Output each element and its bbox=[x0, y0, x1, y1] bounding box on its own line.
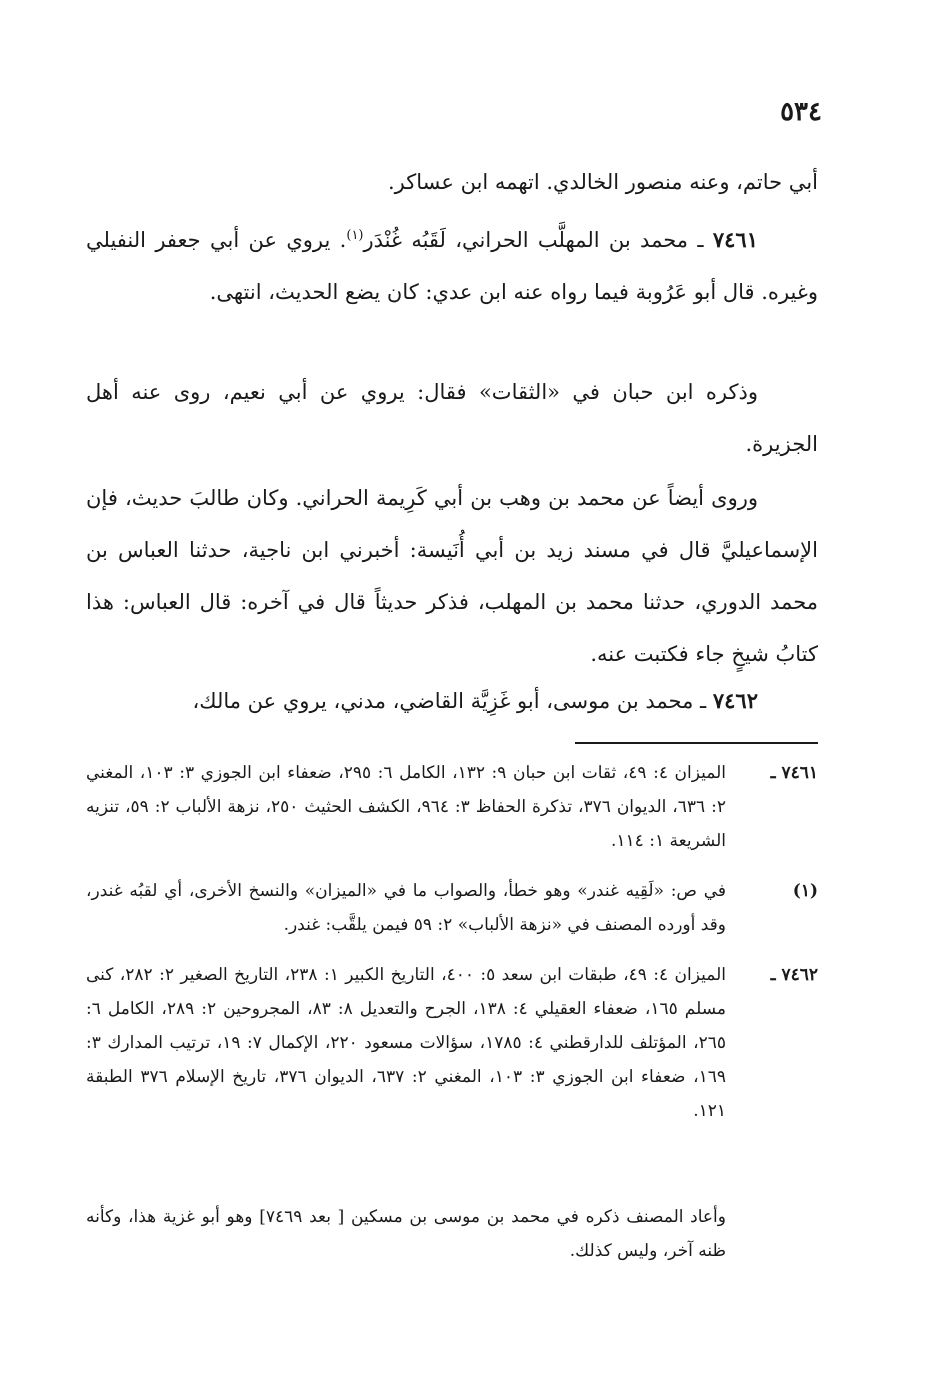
footnote-7462-note: وأعاد المصنف ذكره في محمد بن موسى بن مسكين [ بعد ٧٤٦٩] وهو أبو غزية هذا، وكأنه ظنه آخر، وليس كذلك. bbox=[86, 1207, 726, 1261]
entry-heading: ـ محمد بن المهلَّب الحراني، لَقَبُه غُنْدَر bbox=[363, 228, 704, 252]
footnote-number: ٧٤٦٢ ـ bbox=[770, 965, 818, 985]
paragraph-text: وذكره ابن حبان في «الثقات» فقال: يروي عن أبي نعيم، روى عنه أهل الجزيرة. bbox=[86, 380, 818, 456]
entry-heading: ـ محمد بن موسى، أبو غَزِيَّة القاضي، مدني، يروي عن مالك، bbox=[192, 689, 707, 713]
entry-number: ٧٤٦١ bbox=[712, 227, 758, 252]
entry-7461 bbox=[86, 214, 818, 318]
entry-7462 bbox=[86, 675, 818, 727]
paragraph-ismaili bbox=[86, 472, 818, 680]
footnote-number: (١) bbox=[792, 881, 818, 901]
footnote-number: ٧٤٦١ ـ bbox=[770, 763, 818, 783]
footnote-7461 bbox=[86, 756, 818, 858]
entry-number: ٧٤٦٢ bbox=[712, 688, 758, 713]
paragraph-ibn-hibban bbox=[86, 366, 818, 470]
footnote-text: الميزان ٤: ٤٩، طبقات ابن سعد ٥: ٤٠٠، التاريخ الكبير ١: ٢٣٨، التاريخ الصغير ٢: ٢٨٢، كنى مسلم ١٦٥، ضعفاء العقيلي ٤: ١٣٨، الجرح والتعديل ٨: ٨٣، المجروحين ٢: ٢٨٩، الكامل ٦: ٢٦٥، المؤتلف للدارقطني ٤: ١٧٨٥، سؤالات مسعود ٢٢٠، الإكمال ٧: ١٩، ترتيب المدارك ٣: ١٦٩، ضعفاء ابن الجوزي ٣: ١٠٣، المغني ٢: ٦٣٧، الديوان ٣٧٦، تاريخ الإسلام ٣٧٦ الطبقة ١٢١. bbox=[86, 965, 726, 1121]
entry-body: . يروي عن أبي جعفر النفيلي وغيره. قال أبو عَرُوبة فيما رواه عنه ابن عدي: كان يضع الحديث، انتهى. bbox=[86, 228, 818, 304]
paragraph-continuation: أبي حاتم، وعنه منصور الخالدي. اتهمه ابن عساكر. bbox=[387, 170, 818, 194]
paragraph-text: وروى أيضاً عن محمد بن وهب بن أبي كَرِيمة الحراني. وكان طالبَ حديث، فإن الإسماعيليَّ قال في مسند زيد بن أبي أُنَيسة: أخبرني ابن ناجية، حدثنا العباس بن محمد الدوري، حدثنا محمد بن المهلب، فذكر حديثاً قال في آخره: قال العباس: هذا كتابُ شيخٍ جاء فكتبت عنه. bbox=[86, 486, 818, 666]
footnote-separator bbox=[575, 742, 818, 744]
page-number: ٥٣٤ bbox=[780, 97, 822, 127]
footnote-text: الميزان ٤: ٤٩، ثقات ابن حبان ٩: ١٣٢، الكامل ٦: ٢٩٥، ضعفاء ابن الجوزي ٣: ١٠٣، المغني ٢: ٦٣٦، الديوان ٣٧٦، تذكرة الحفاظ ٣: ٩٦٤، الكشف الحثيث ٢٥٠، نزهة الألباب ٢: ٥٩، تنزيه الشريعة ١: ١١٤. bbox=[86, 763, 727, 851]
footnote-7462 bbox=[86, 958, 818, 1128]
footnote-text: في ص: «لَقِيه غندر» وهو خطأ، والصواب ما في «الميزان» والنسخ الأخرى، أي لقبُه غندر، وقد أورده المصنف في «نزهة الألباب» ٢: ٥٩ فيمن يلقَّب: غندر. bbox=[86, 881, 726, 935]
footnote-ref: (١) bbox=[346, 228, 364, 243]
footnote-1 bbox=[86, 874, 818, 942]
